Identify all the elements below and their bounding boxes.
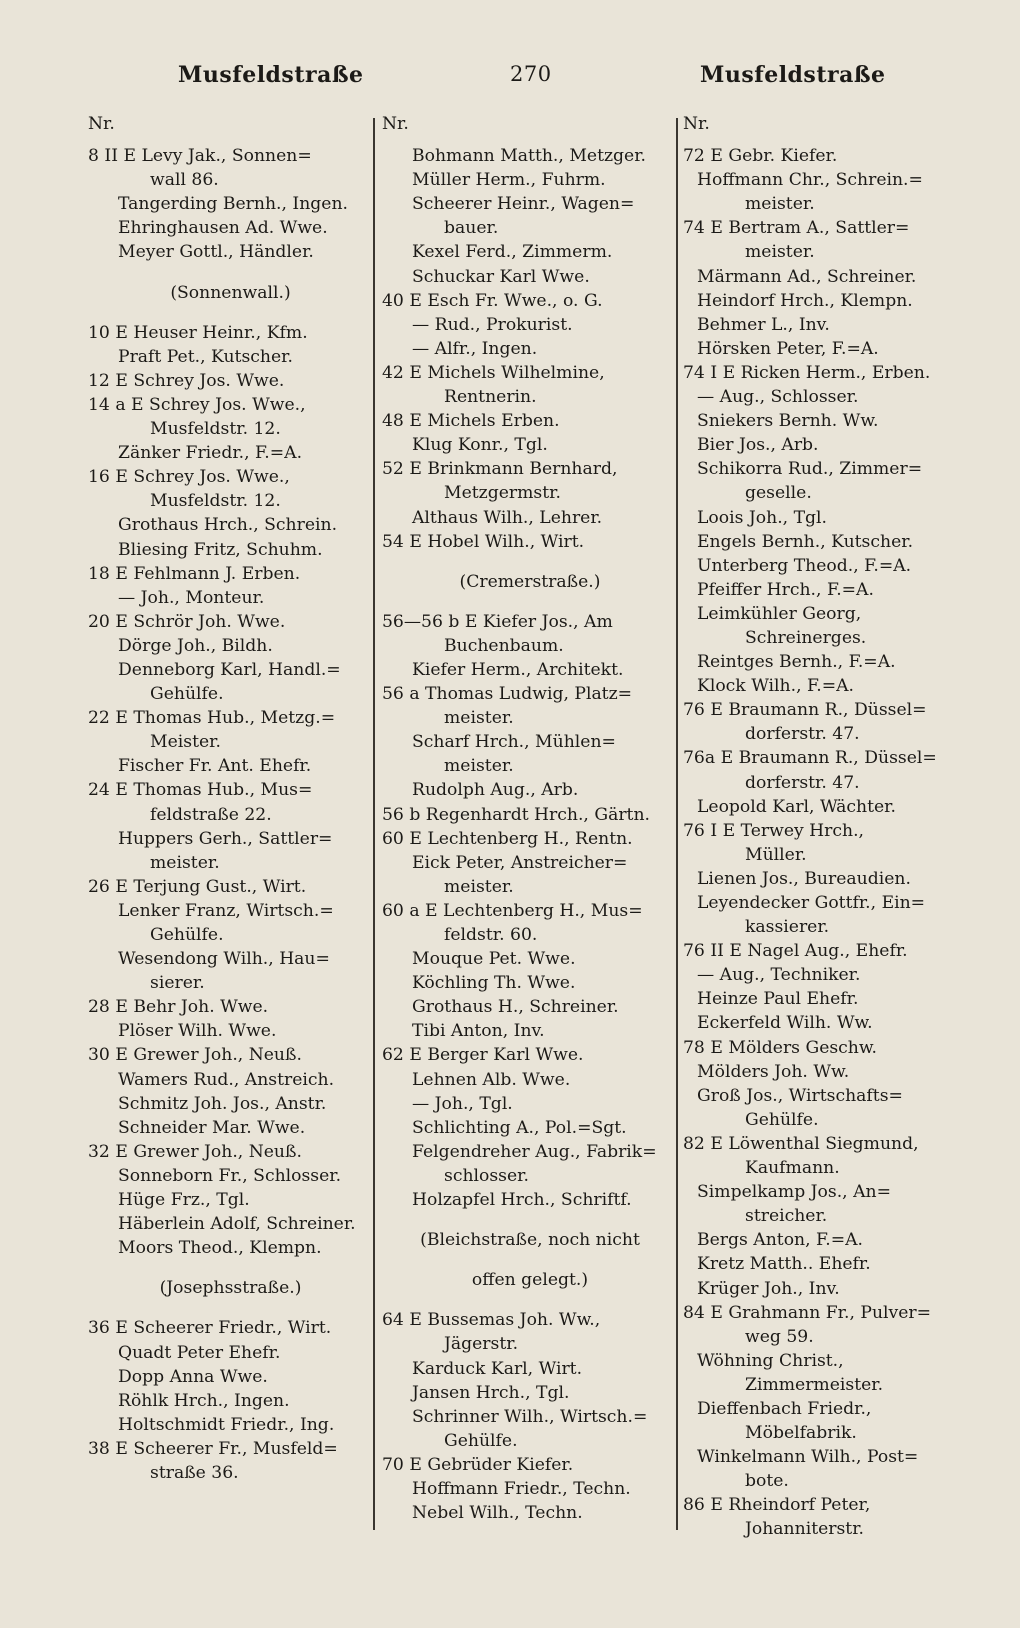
entry-line: Gehülfe. <box>745 1109 819 1130</box>
entry-line: 56 a Thomas Ludwig, Platz= <box>382 684 633 705</box>
entry-line: Buchenbaum. <box>444 635 564 656</box>
entry-line: 22 E Thomas Hub., Metzg.= <box>88 708 336 729</box>
entry-line: 38 E Scheerer Fr., Musfeld= <box>88 1438 338 1459</box>
entry-line: 18 E Fehlmann J. Erben. <box>88 563 301 584</box>
entry-line: Grothaus Hrch., Schrein. <box>118 515 338 536</box>
entry-line: 42 E Michels Wilhelmine, <box>382 362 605 383</box>
entry-line: Bergs Anton, F.=A. <box>697 1230 864 1251</box>
entry-line: Schneider Mar. Wwe. <box>118 1117 306 1138</box>
entry-line: Schrinner Wilh., Wirtsch.= <box>412 1406 648 1427</box>
entry-line: Sonneborn Fr., Schlosser. <box>118 1165 342 1186</box>
section-heading: (Josephsstraße.) <box>159 1278 302 1299</box>
entry-line: Scharf Hrch., Mühlen= <box>412 732 616 753</box>
entry-line: bauer. <box>444 218 499 239</box>
entry-line: 82 E Löwenthal Siegmund, <box>683 1133 919 1154</box>
entry-line: Dopp Anna Wwe. <box>118 1366 268 1387</box>
entry-line: 10 E Heuser Heinr., Kfm. <box>88 322 308 343</box>
entry-line: Leopold Karl, Wächter. <box>697 796 896 817</box>
entry-line: Hörsken Peter, F.=A. <box>697 338 879 359</box>
entry-line: Johanniterstr. <box>745 1519 865 1540</box>
entry-line: 8 II E Levy Jak., Sonnen= <box>88 146 312 167</box>
entry-line: Meyer Gottl., Händler. <box>118 242 314 263</box>
entry-line: 86 E Rheindorf Peter, <box>683 1495 871 1516</box>
entry-line: Kaufmann. <box>745 1158 840 1179</box>
entry-line: Eick Peter, Anstreicher= <box>412 852 628 873</box>
entry-line: 48 E Michels Erben. <box>382 411 560 432</box>
entry-line: Groß Jos., Wirtschafts= <box>697 1085 903 1106</box>
entry-line: Kexel Ferd., Zimmerm. <box>412 242 613 263</box>
entry-line: 60 E Lechtenberg H., Rentn. <box>382 828 633 849</box>
entry-line: straße 36. <box>150 1462 239 1483</box>
entry-line: Schlichting A., Pol.=Sgt. <box>412 1117 627 1138</box>
header-street-left: Musfeldstraße <box>178 62 364 88</box>
entry-line: 76a E Braumann R., Düssel= <box>683 748 937 769</box>
entry-line: Lehnen Alb. Wwe. <box>412 1069 571 1090</box>
entry-line: Metzgermstr. <box>444 483 561 504</box>
entry-line: Hoffmann Chr., Schrein.= <box>697 170 923 191</box>
entry-line: 76 E Braumann R., Düssel= <box>683 700 927 721</box>
entry-line: dorferstr. 47. <box>745 724 860 745</box>
entry-line: Krüger Joh., Inv. <box>697 1278 840 1299</box>
entry-line: Musfeldstr. 12. <box>150 419 281 440</box>
entry-line: Behmer L., Inv. <box>697 314 830 335</box>
entry-line: dorferstr. 47. <box>745 772 860 793</box>
entry-line: Plöser Wilh. Wwe. <box>118 1021 277 1042</box>
entry-line: Sniekers Bernh. Ww. <box>697 411 879 432</box>
entry-line: Märmann Ad., Schreiner. <box>697 266 917 287</box>
entry-line: Möbelfabrik. <box>745 1423 857 1444</box>
entry-line: Rudolph Aug., Arb. <box>412 780 579 801</box>
entry-line: Rentnerin. <box>444 387 537 408</box>
entry-line: Kretz Matth.. Ehefr. <box>697 1254 871 1275</box>
entry-line: 64 E Bussemas Joh. Ww., <box>382 1310 601 1331</box>
entry-line: Holzapfel Hrch., Schriftf. <box>412 1190 632 1211</box>
entry-line: Köchling Th. Wwe. <box>412 973 576 994</box>
entry-line: Musfeldstr. 12. <box>150 491 281 512</box>
entry-line: Heinze Paul Ehefr. <box>697 989 859 1010</box>
entry-line: Unterberg Theod., F.=A. <box>697 555 912 576</box>
entry-line: Schreinerges. <box>745 627 867 648</box>
entry-line: Röhlk Hrch., Ingen. <box>118 1390 290 1411</box>
entry-line: Reintges Bernh., F.=A. <box>697 652 896 673</box>
entry-line: — Alfr., Ingen. <box>412 338 538 359</box>
entry-line: Mouque Pet. Wwe. <box>412 949 576 970</box>
entry-line: Bliesing Fritz, Schuhm. <box>118 539 323 560</box>
entry-line: Winkelmann Wilh., Post= <box>697 1447 919 1468</box>
entry-line: 32 E Grewer Joh., Neuß. <box>88 1141 302 1162</box>
entry-line: 26 E Terjung Gust., Wirt. <box>88 876 307 897</box>
entry-line: feldstr. 60. <box>444 925 538 945</box>
entry-line: 28 E Behr Joh. Wwe. <box>88 997 269 1018</box>
entry-line: 74 I E Ricken Herm., Erben. <box>683 362 931 383</box>
entry-line: Wöhning Christ., <box>697 1350 844 1371</box>
entry-line: Quadt Peter Ehefr. <box>118 1342 281 1363</box>
entry-line: Lienen Jos., Bureaudien. <box>697 868 911 889</box>
entry-line: 14 a E Schrey Jos. Wwe., <box>88 394 306 415</box>
entry-line: Schikorra Rud., Zimmer= <box>697 459 923 480</box>
entry-line: meister. <box>444 708 514 729</box>
section-heading: offen gelegt.) <box>471 1270 589 1291</box>
entry-line: Scheerer Heinr., Wagen= <box>412 194 635 215</box>
entry-line: Gehülfe. <box>444 1430 518 1451</box>
entry-line: Leyendecker Gottfr., Ein= <box>697 893 926 913</box>
entry-line: 52 E Brinkmann Bernhard, <box>382 459 618 480</box>
column-2 <box>382 112 678 1525</box>
entry-line: meister. <box>150 852 220 873</box>
header-street-right: Musfeldstraße <box>700 62 886 88</box>
column-header: Nr. <box>88 114 115 134</box>
entry-line: bote. <box>745 1471 789 1492</box>
entry-line: Klock Wilh., F.=A. <box>697 676 854 697</box>
entry-line: Müller. <box>745 844 807 865</box>
entry-line: Loois Joh., Tgl. <box>697 507 828 528</box>
entry-line: feldstraße 22. <box>150 804 272 825</box>
entry-line: Leimkühler Georg, <box>697 603 862 624</box>
entry-line: Ehringhausen Ad. Wwe. <box>118 218 328 239</box>
entry-line: Müller Herm., Fuhrm. <box>412 170 606 191</box>
entry-line: Nebel Wilh., Techn. <box>412 1503 583 1524</box>
entry-line: 60 a E Lechtenberg H., Mus= <box>382 900 643 921</box>
entry-line: Wamers Rud., Anstreich. <box>118 1069 335 1090</box>
entry-line: 84 E Grahmann Fr., Pulver= <box>683 1302 932 1323</box>
entry-line: Zänker Friedr., F.=A. <box>118 443 303 464</box>
entry-line: — Aug., Schlosser. <box>697 387 859 408</box>
column-divider <box>373 118 375 1530</box>
entry-line: Häberlein Adolf, Schreiner. <box>118 1214 356 1235</box>
entry-line: 20 E Schrör Joh. Wwe. <box>88 611 286 632</box>
entry-line: Tibi Anton, Inv. <box>412 1021 545 1042</box>
section-heading: (Bleichstraße, noch nicht <box>420 1230 640 1251</box>
entry-line: 76 I E Terwey Hrch., <box>683 820 864 841</box>
entry-line: 16 E Schrey Jos. Wwe., <box>88 467 290 488</box>
entry-line: Fischer Fr. Ant. Ehefr. <box>118 756 312 777</box>
entry-line: Gehülfe. <box>150 684 224 705</box>
entry-line: weg 59. <box>745 1326 814 1347</box>
entry-line: Heindorf Hrch., Klempn. <box>697 290 913 311</box>
entry-line: 24 E Thomas Hub., Mus= <box>88 780 313 801</box>
entry-line: Simpelkamp Jos., An= <box>697 1182 891 1203</box>
entry-line: meister. <box>745 194 815 215</box>
entry-line: Jansen Hrch., Tgl. <box>412 1382 570 1403</box>
entry-line: — Aug., Techniker. <box>697 965 861 986</box>
entry-line: Tangerding Bernh., Ingen. <box>118 194 348 215</box>
page-number: 270 <box>510 62 552 86</box>
entry-line: 12 E Schrey Jos. Wwe. <box>88 370 285 391</box>
entry-line: Meister. <box>150 732 221 753</box>
entry-line: 36 E Scheerer Friedr., Wirt. <box>88 1318 332 1339</box>
entry-line: 76 II E Nagel Aug., Ehefr. <box>683 941 908 962</box>
entry-line: 56—56 b E Kiefer Jos., Am <box>382 611 613 632</box>
entry-line: Wesendong Wilh., Hau= <box>118 949 330 970</box>
entry-line: Karduck Karl, Wirt. <box>412 1358 583 1379</box>
section-heading: (Sonnenwall.) <box>170 282 291 303</box>
entry-line: 54 E Hobel Wilh., Wirt. <box>382 531 585 552</box>
entry-line: 74 E Bertram A., Sattler= <box>683 218 910 239</box>
entry-line: Denneborg Karl, Handl.= <box>118 659 341 680</box>
entry-line: — Rud., Prokurist. <box>412 314 573 335</box>
entry-line: 40 E Esch Fr. Wwe., o. G. <box>382 290 603 311</box>
entry-line: — Joh., Tgl. <box>412 1093 513 1114</box>
entry-line: Grothaus H., Schreiner. <box>412 997 619 1018</box>
entry-line: meister. <box>745 242 815 263</box>
column-header: Nr. <box>683 114 710 134</box>
entry-line: Bier Jos., Arb. <box>697 435 819 456</box>
entry-line: Praft Pet., Kutscher. <box>118 346 293 367</box>
entry-line: Dörge Joh., Bildh. <box>118 635 273 656</box>
entry-line: wall 86. <box>150 170 219 191</box>
entry-line: schlosser. <box>444 1165 529 1186</box>
column-header: Nr. <box>382 114 409 134</box>
entry-line: sierer. <box>150 973 205 994</box>
entry-line: Pfeiffer Hrch., F.=A. <box>697 579 874 600</box>
entry-line: 30 E Grewer Joh., Neuß. <box>88 1045 302 1066</box>
entry-line: 72 E Gebr. Kiefer. <box>683 146 838 167</box>
entry-line: Althaus Wilh., Lehrer. <box>412 507 603 528</box>
entry-line: Schuckar Karl Wwe. <box>412 266 590 287</box>
entry-line: Klug Konr., Tgl. <box>412 435 548 456</box>
column-1 <box>88 112 373 1485</box>
entry-line: Jägerstr. <box>444 1334 519 1355</box>
entry-line: Zimmermeister. <box>745 1374 884 1395</box>
entry-line: Gehülfe. <box>150 925 224 945</box>
entry-line: geselle. <box>745 483 812 504</box>
entry-line: 62 E Berger Karl Wwe. <box>382 1045 584 1066</box>
entry-line: Lenker Franz, Wirtsch.= <box>118 900 334 921</box>
entry-line: Moors Theod., Klempn. <box>118 1238 322 1259</box>
entry-line: Huppers Gerh., Sattler= <box>118 828 333 849</box>
entry-line: 56 b Regenhardt Hrch., Gärtn. <box>382 804 650 825</box>
entry-line: kassierer. <box>745 917 830 938</box>
entry-line: meister. <box>444 756 514 777</box>
entry-line: Hoffmann Friedr., Techn. <box>412 1478 631 1499</box>
entry-line: Engels Bernh., Kutscher. <box>697 531 914 552</box>
section-heading: (Cremerstraße.) <box>459 571 601 592</box>
entry-line: 70 E Gebrüder Kiefer. <box>382 1454 574 1475</box>
entry-line: Hüge Frz., Tgl. <box>118 1190 250 1211</box>
entry-line: meister. <box>444 876 514 897</box>
entry-line: Bohmann Matth., Metzger. <box>412 146 647 167</box>
entry-line: Schmitz Joh. Jos., Anstr. <box>118 1093 327 1114</box>
entry-line: 78 E Mölders Geschw. <box>683 1037 878 1058</box>
entry-line: — Joh., Monteur. <box>118 587 265 608</box>
entry-line: Holtschmidt Friedr., Ing. <box>118 1414 335 1435</box>
entry-line: Kiefer Herm., Architekt. <box>412 659 624 680</box>
entry-line: Eckerfeld Wilh. Ww. <box>697 1013 873 1034</box>
entry-line: Mölders Joh. Ww. <box>697 1061 850 1082</box>
entry-line: Dieffenbach Friedr., <box>697 1398 872 1419</box>
entry-line: streicher. <box>745 1206 828 1227</box>
column-3 <box>683 112 993 1542</box>
entry-line: Felgendreher Aug., Fabrik= <box>412 1141 657 1162</box>
